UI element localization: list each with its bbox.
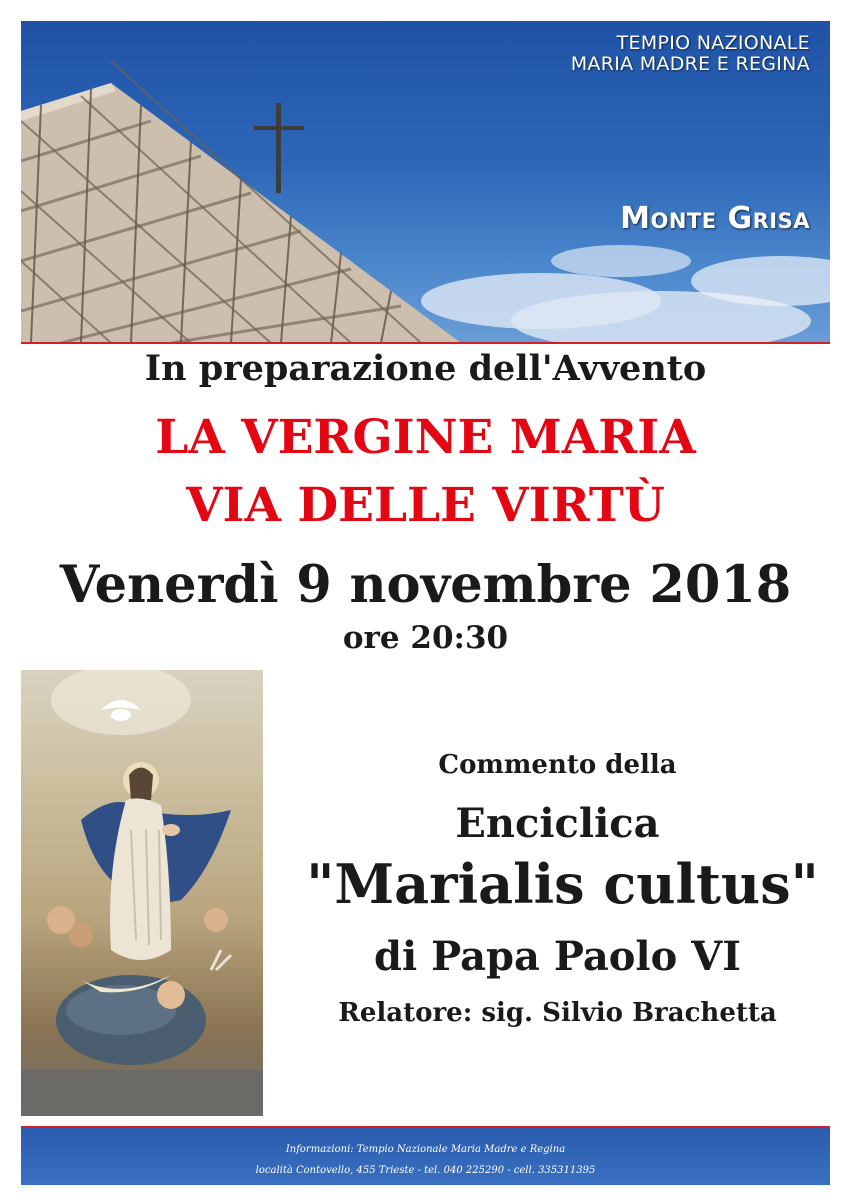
footer-info-line: Informazioni: Tempio Nazionale Maria Madre e Regina	[285, 1144, 566, 1155]
headline-line2: VIA DELLE VIRTÙ	[186, 478, 665, 533]
footer	[21, 1128, 830, 1185]
cross-icon	[254, 103, 304, 193]
encyclical-label: Enciclica	[455, 800, 660, 847]
banner-title	[571, 33, 810, 75]
encyclical-title: "Marialis cultus"	[306, 852, 819, 916]
banner-subtitle: Monte Grisa	[620, 201, 810, 236]
comment-label: Commento della	[438, 750, 677, 780]
footer-contact-line: località Contovello, 455 Trieste - tel. 040 225290 - cell. 335311395	[255, 1165, 596, 1176]
speaker: Relatore: sig. Silvio Brachetta	[338, 998, 777, 1028]
divider-line	[21, 342, 830, 344]
event-date: Venerdì 9 novembre 2018	[59, 555, 792, 615]
headline-line1: LA VERGINE MARIA	[155, 410, 696, 465]
event-time: ore 20:30	[342, 620, 509, 656]
immaculate-conception-painting	[21, 670, 263, 1116]
intro-text: In preparazione dell'Avvento	[144, 348, 707, 389]
encyclical-author: di Papa Paolo VI	[374, 933, 741, 980]
banner-title-line2: MARIA MADRE E REGINA	[570, 53, 810, 75]
header-banner	[21, 21, 830, 343]
banner-title-line1: TEMPIO NAZIONALE	[616, 32, 810, 54]
